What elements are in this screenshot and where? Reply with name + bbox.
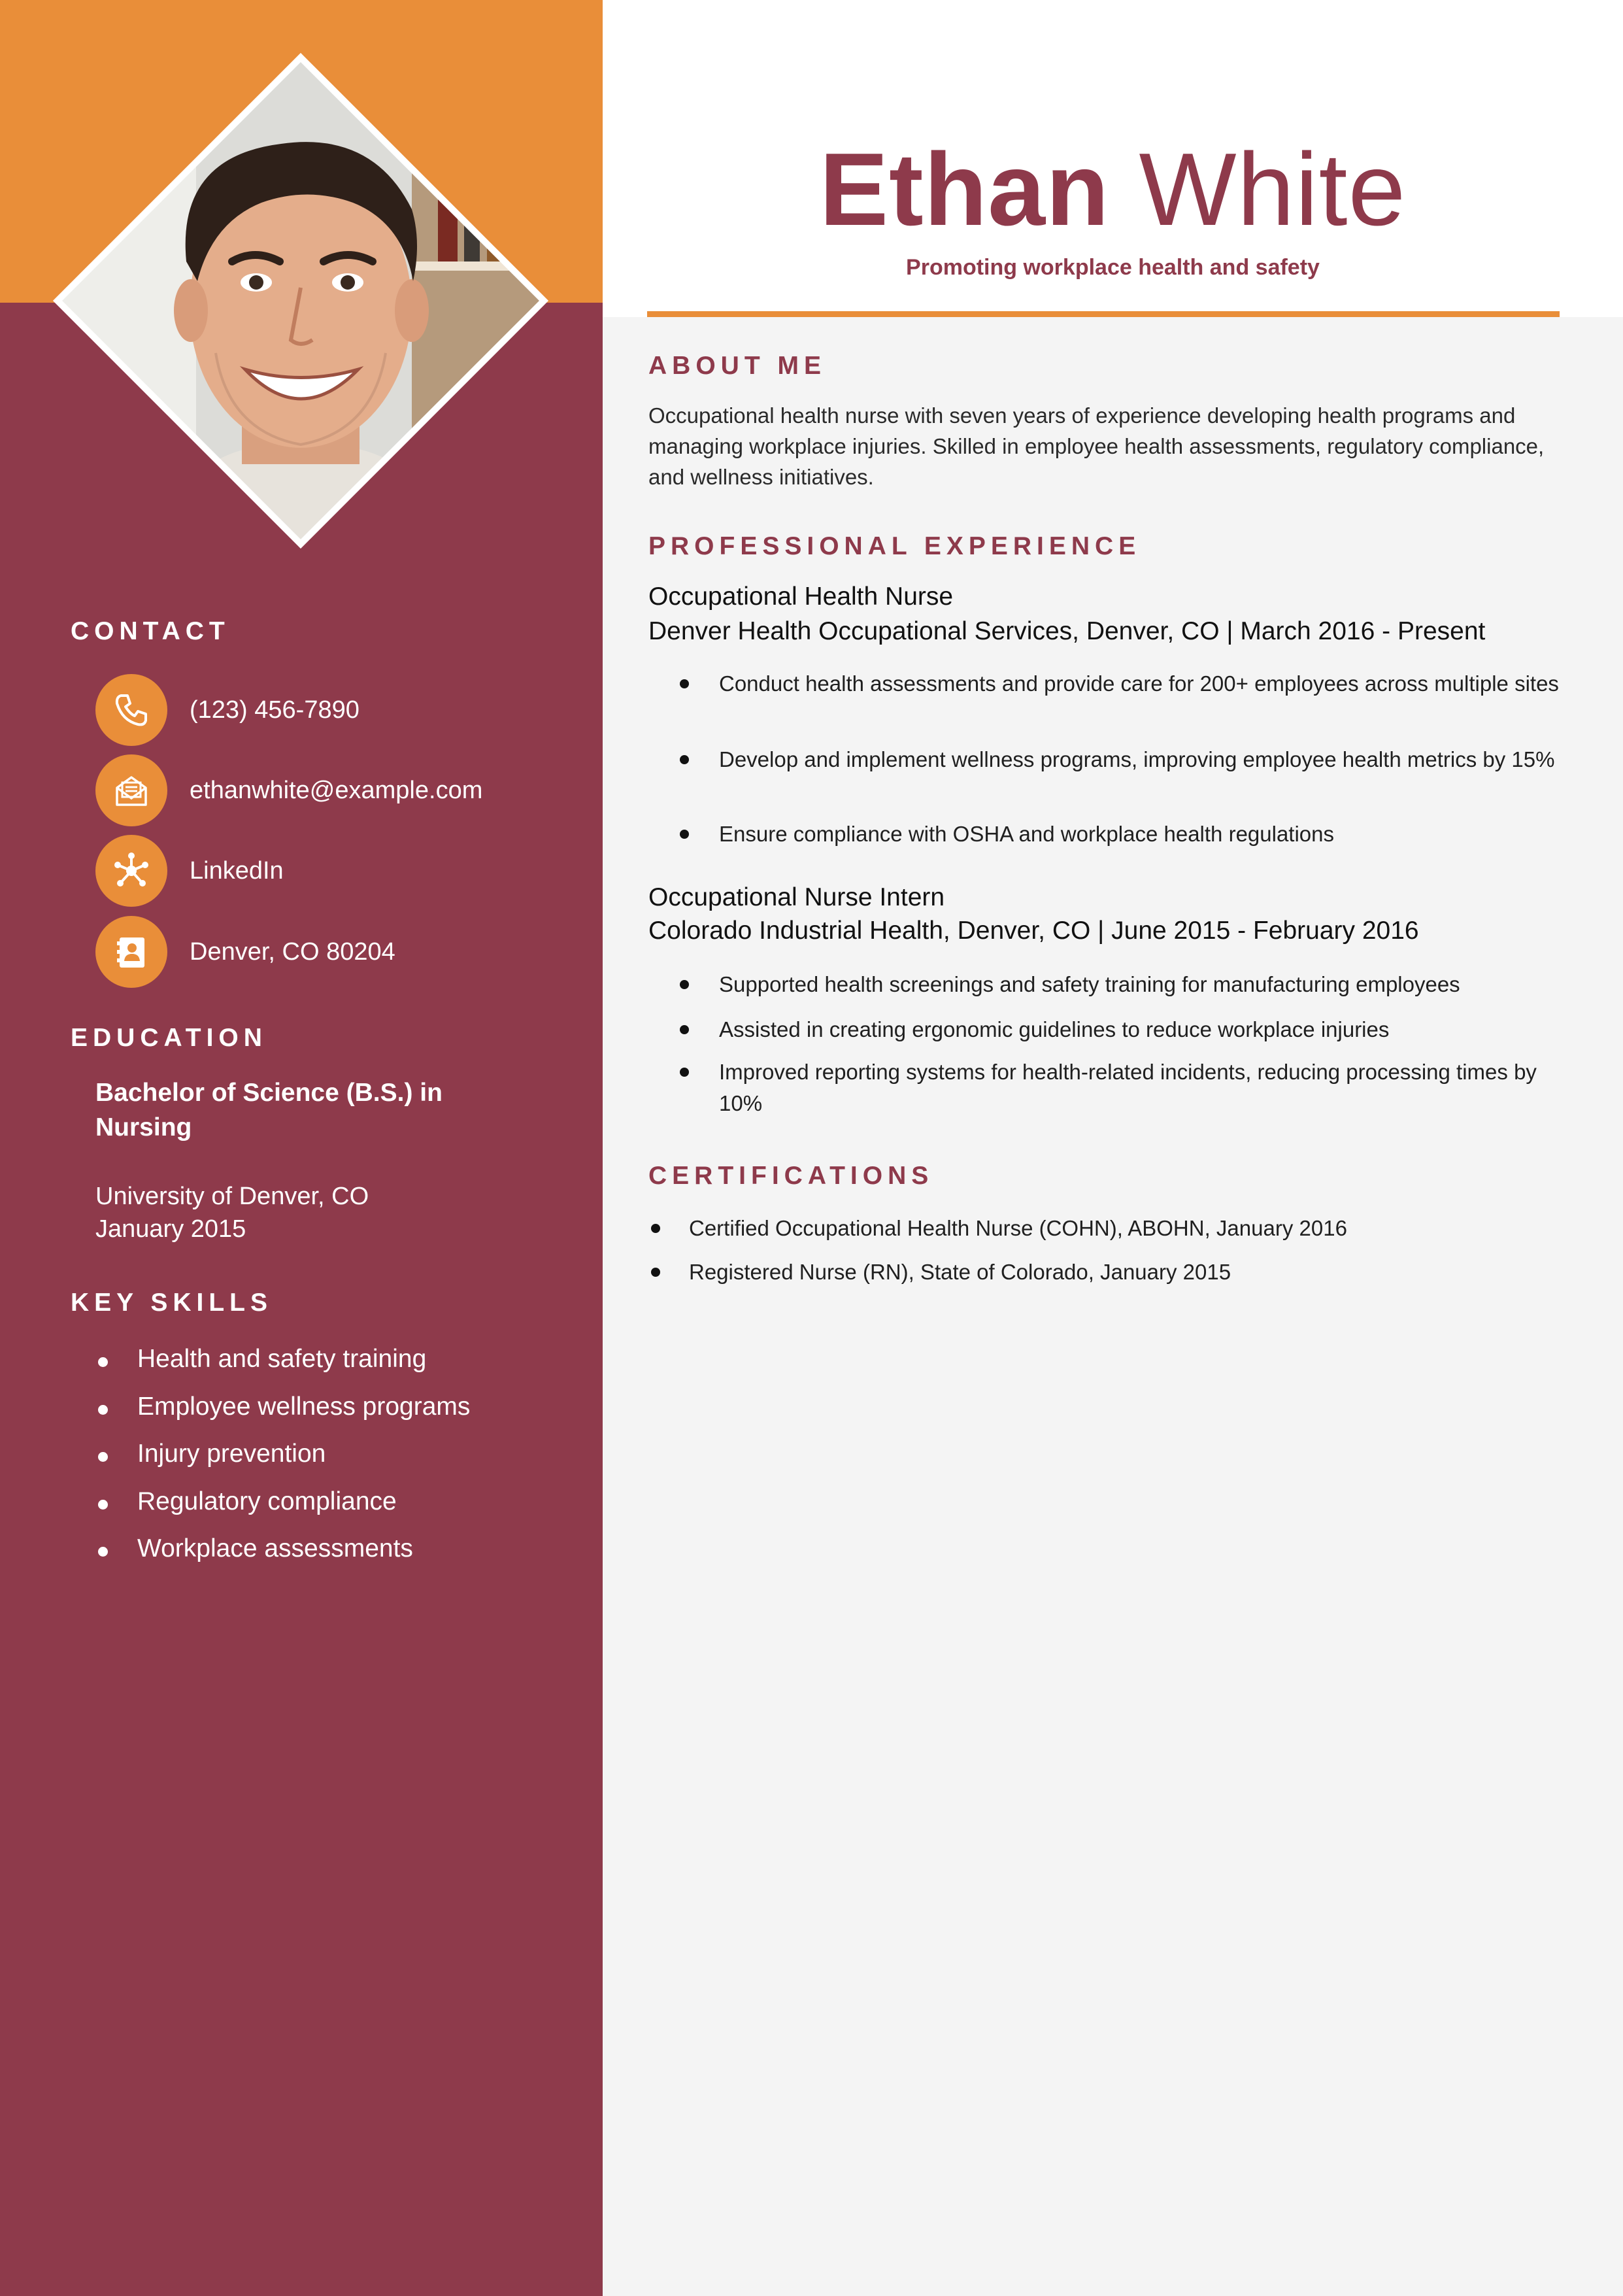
education-degree: Bachelor of Science (B.S.) in Nursing — [95, 1079, 443, 1141]
address-text: Denver, CO 80204 — [190, 937, 395, 966]
job-bullet: Improved reporting systems for health-related incidents, reducing processing times by 10% — [675, 1056, 1583, 1119]
phone-icon — [95, 674, 167, 746]
job-organization: Denver Health Occupational Services, Denver, CO | March 2016 - Present — [648, 617, 1486, 645]
bullet-icon — [680, 980, 689, 989]
job-bullet: Assisted in creating ergonomic guidelines to reduce workplace injuries — [675, 1014, 1583, 1045]
bullet-icon — [680, 1068, 689, 1077]
experience-heading: PROFESSIONAL EXPERIENCE — [648, 532, 1141, 560]
contact-heading: CONTACT — [71, 617, 230, 645]
about-text: Occupational health nurse with seven years of experience developing health programs and managing workplace injuries. Skilled in employee health assessments, regulatory compliance, and wellness initiatives. — [648, 403, 1545, 489]
last-name: White — [1139, 132, 1407, 247]
bullet-icon — [98, 1500, 108, 1510]
contact-linkedin — [95, 835, 284, 907]
bullet-icon — [680, 1025, 689, 1034]
first-name: Ethan — [819, 132, 1110, 247]
job-bullet: Ensure compliance with OSHA and workplace health regulations — [675, 819, 1583, 850]
contact-email — [95, 754, 482, 826]
certification-item: Registered Nurse (RN), State of Colorado, January 2015 — [648, 1257, 1583, 1288]
bullet-icon — [651, 1224, 660, 1233]
job-title: Occupational Nurse Intern — [648, 883, 945, 911]
address-book-icon — [95, 916, 167, 988]
bullet-icon — [680, 755, 689, 764]
bullet-icon — [98, 1357, 108, 1367]
job-organization: Colorado Industrial Health, Denver, CO | June 2015 - February 2016 — [648, 917, 1419, 945]
skills-heading: KEY SKILLS — [71, 1289, 273, 1317]
bullet-icon — [98, 1452, 108, 1462]
education-date: January 2015 — [95, 1215, 246, 1243]
bullet-icon — [98, 1405, 108, 1415]
tagline: Promoting workplace health and safety — [906, 255, 1320, 280]
job-title: Occupational Health Nurse — [648, 582, 954, 611]
email-icon — [95, 754, 167, 826]
bullet-icon — [98, 1547, 108, 1557]
bullet-icon — [651, 1268, 660, 1277]
education-school: University of Denver, CO — [95, 1183, 369, 1210]
education-heading: EDUCATION — [71, 1024, 267, 1052]
contact-address — [95, 916, 395, 988]
email-text[interactable]: ethanwhite@example.com — [190, 776, 483, 804]
candidate-name — [603, 127, 1623, 252]
contact-phone — [95, 674, 360, 746]
job-bullet: Conduct health assessments and provide care for 200+ employees across multiple sites — [675, 668, 1583, 700]
bullet-icon — [680, 679, 689, 688]
certification-item: Certified Occupational Health Nurse (COHN), ABOHN, January 2016 — [648, 1213, 1583, 1244]
certifications-heading: CERTIFICATIONS — [648, 1162, 934, 1190]
bullet-icon — [680, 830, 689, 839]
job-bullet: Supported health screenings and safety training for manufacturing employees — [675, 969, 1583, 1000]
linkedin-link[interactable]: LinkedIn — [190, 856, 284, 885]
profile-photo — [46, 46, 556, 556]
phone-text[interactable]: (123) 456-7890 — [190, 696, 360, 724]
header-divider — [647, 311, 1560, 317]
linkedin-network-icon — [95, 835, 167, 907]
about-heading: ABOUT ME — [648, 352, 826, 380]
job-bullet: Develop and implement wellness programs, improving employee health metrics by 15% — [675, 744, 1583, 775]
